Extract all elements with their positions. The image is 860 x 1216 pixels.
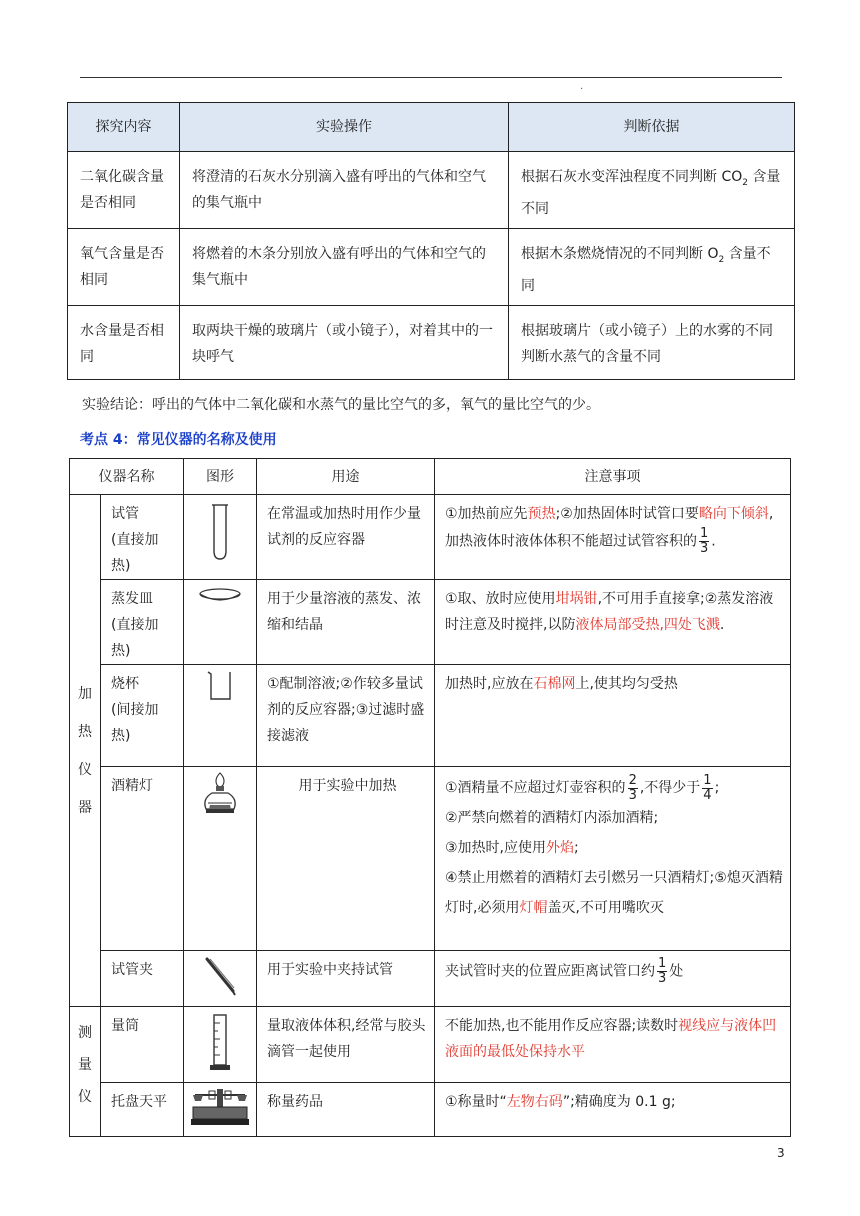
instrument-use: 用于实验中夹持试管: [257, 951, 435, 1007]
section-title: 考点 4：常见仪器的名称及使用: [80, 432, 277, 448]
instrument-name: 托盘天平: [101, 1083, 184, 1137]
header-content: 探究内容: [68, 103, 180, 152]
instrument-notes: 夹试管时夹的位置应距离试管口约 $\frac{1}{3}$ 处: [435, 951, 791, 1007]
row-basis: 根据木条燃烧情况的不同判断 $O_2$ 含量不同: [509, 229, 795, 306]
instrument-name: 蒸发皿 (直接加热): [101, 580, 184, 665]
row-content: 氧气含量是否相同: [68, 229, 180, 306]
alcohol-lamp-icon: [184, 767, 257, 951]
table-row: [70, 495, 791, 580]
header-basis: 判断依据: [509, 103, 795, 152]
header-dot: .: [580, 81, 584, 92]
experiment-conclusion: 实验结论：呼出的气体中二氧化碳和水蒸气的量比空气的多，氧气的量比空气的少。: [82, 397, 600, 413]
header-operation: 实验操作: [180, 103, 509, 152]
category-measuring: 测量仪: [70, 1007, 101, 1137]
header-use: 用途: [257, 459, 435, 495]
row-content: 水含量是否相同: [68, 306, 180, 380]
instrument-name: 酒精灯: [101, 767, 184, 951]
row-operation: 将澄清的石灰水分别滴入盛有呼出的气体和空气的集气瓶中: [180, 152, 509, 229]
beaker-icon: [184, 665, 257, 767]
instrument-use: 在常温或加热时用作少量试剂的反应容器: [257, 495, 435, 580]
instrument-use: 用于实验中加热: [257, 767, 435, 951]
instrument-notes: 不能加热,也不能用作反应容器;读数时视线应与液体凹液面的最低处保持水平: [435, 1007, 791, 1083]
page-number: 3: [777, 1146, 785, 1160]
row-operation: 将燃着的木条分别放入盛有呼出的气体和空气的集气瓶中: [180, 229, 509, 306]
instrument-notes: ①称量时“左物右码”;精确度为 0.1 g;: [435, 1083, 791, 1137]
table-row: [70, 951, 791, 1007]
header-name: 仪器名称: [70, 459, 184, 495]
instrument-notes: ①加热前应先预热;②加热固体时试管口要略向下倾斜,加热液体时液体体积不能超过试管容积的 $\frac{1}{3}$ .: [435, 495, 791, 580]
measuring-cylinder-icon: [184, 1007, 257, 1083]
instrument-name: 试管夹: [101, 951, 184, 1007]
instrument-name: 试管 (直接加热): [101, 495, 184, 580]
test-tube-holder-icon: [184, 951, 257, 1007]
table-row: [70, 1007, 791, 1083]
table-row: [70, 665, 791, 767]
instrument-use: 称量药品: [257, 1083, 435, 1137]
exhaled-gas-table: [67, 102, 795, 380]
instrument-name: 烧杯 (间接加热): [101, 665, 184, 767]
row-basis: 根据玻璃片（或小镜子）上的水雾的不同判断水蒸气的含量不同: [509, 306, 795, 380]
table-row: [70, 580, 791, 665]
instrument-use: 量取液体体积,经常与胶头滴管一起使用: [257, 1007, 435, 1083]
evaporating-dish-icon: [184, 580, 257, 665]
instrument-notes: ①酒精量不应超过灯壶容积的 $\frac{2}{3}$ ,不得少于 $\frac{1}{4}$ ; ②严禁向燃着的酒精灯内添加酒精; ③加热时,应使用外焰; ④禁止用燃着的酒精灯去引燃另一只酒精灯;⑤熄灭酒精灯时,必须用灯帽盖灭,不可用嘴吹灭: [435, 767, 791, 951]
row-basis: 根据石灰水变浑浊程度不同判断 $CO_2$ 含量不同: [509, 152, 795, 229]
instrument-notes: ①取、放时应使用坩埚钳,不可用手直接拿;②蒸发溶液时注意及时搅拌,以防液体局部受热,四处飞溅.: [435, 580, 791, 665]
row-operation: 取两块干燥的玻璃片（或小镜子），对着其中的一块呼气: [180, 306, 509, 380]
test-tube-icon: [184, 495, 257, 580]
table-row: [68, 152, 795, 229]
table-row: [70, 767, 791, 951]
table-row: [70, 1083, 791, 1137]
header-figure: 图形: [184, 459, 257, 495]
row-content: 二氧化碳含量是否相同: [68, 152, 180, 229]
instrument-use: 用于少量溶液的蒸发、浓缩和结晶: [257, 580, 435, 665]
instrument-name: 量筒: [101, 1007, 184, 1083]
instrument-table: [69, 458, 791, 1137]
balance-icon: [184, 1083, 257, 1137]
header-rule: [80, 77, 782, 78]
table-row: [68, 306, 795, 380]
instrument-use: ①配制溶液;②作较多量试剂的反应容器;③过滤时盛接滤液: [257, 665, 435, 767]
instrument-notes: 加热时,应放在石棉网上,使其均匀受热: [435, 665, 791, 767]
table-row: [68, 229, 795, 306]
header-notes: 注意事项: [435, 459, 791, 495]
category-heating: 加热仪器: [70, 495, 101, 1007]
